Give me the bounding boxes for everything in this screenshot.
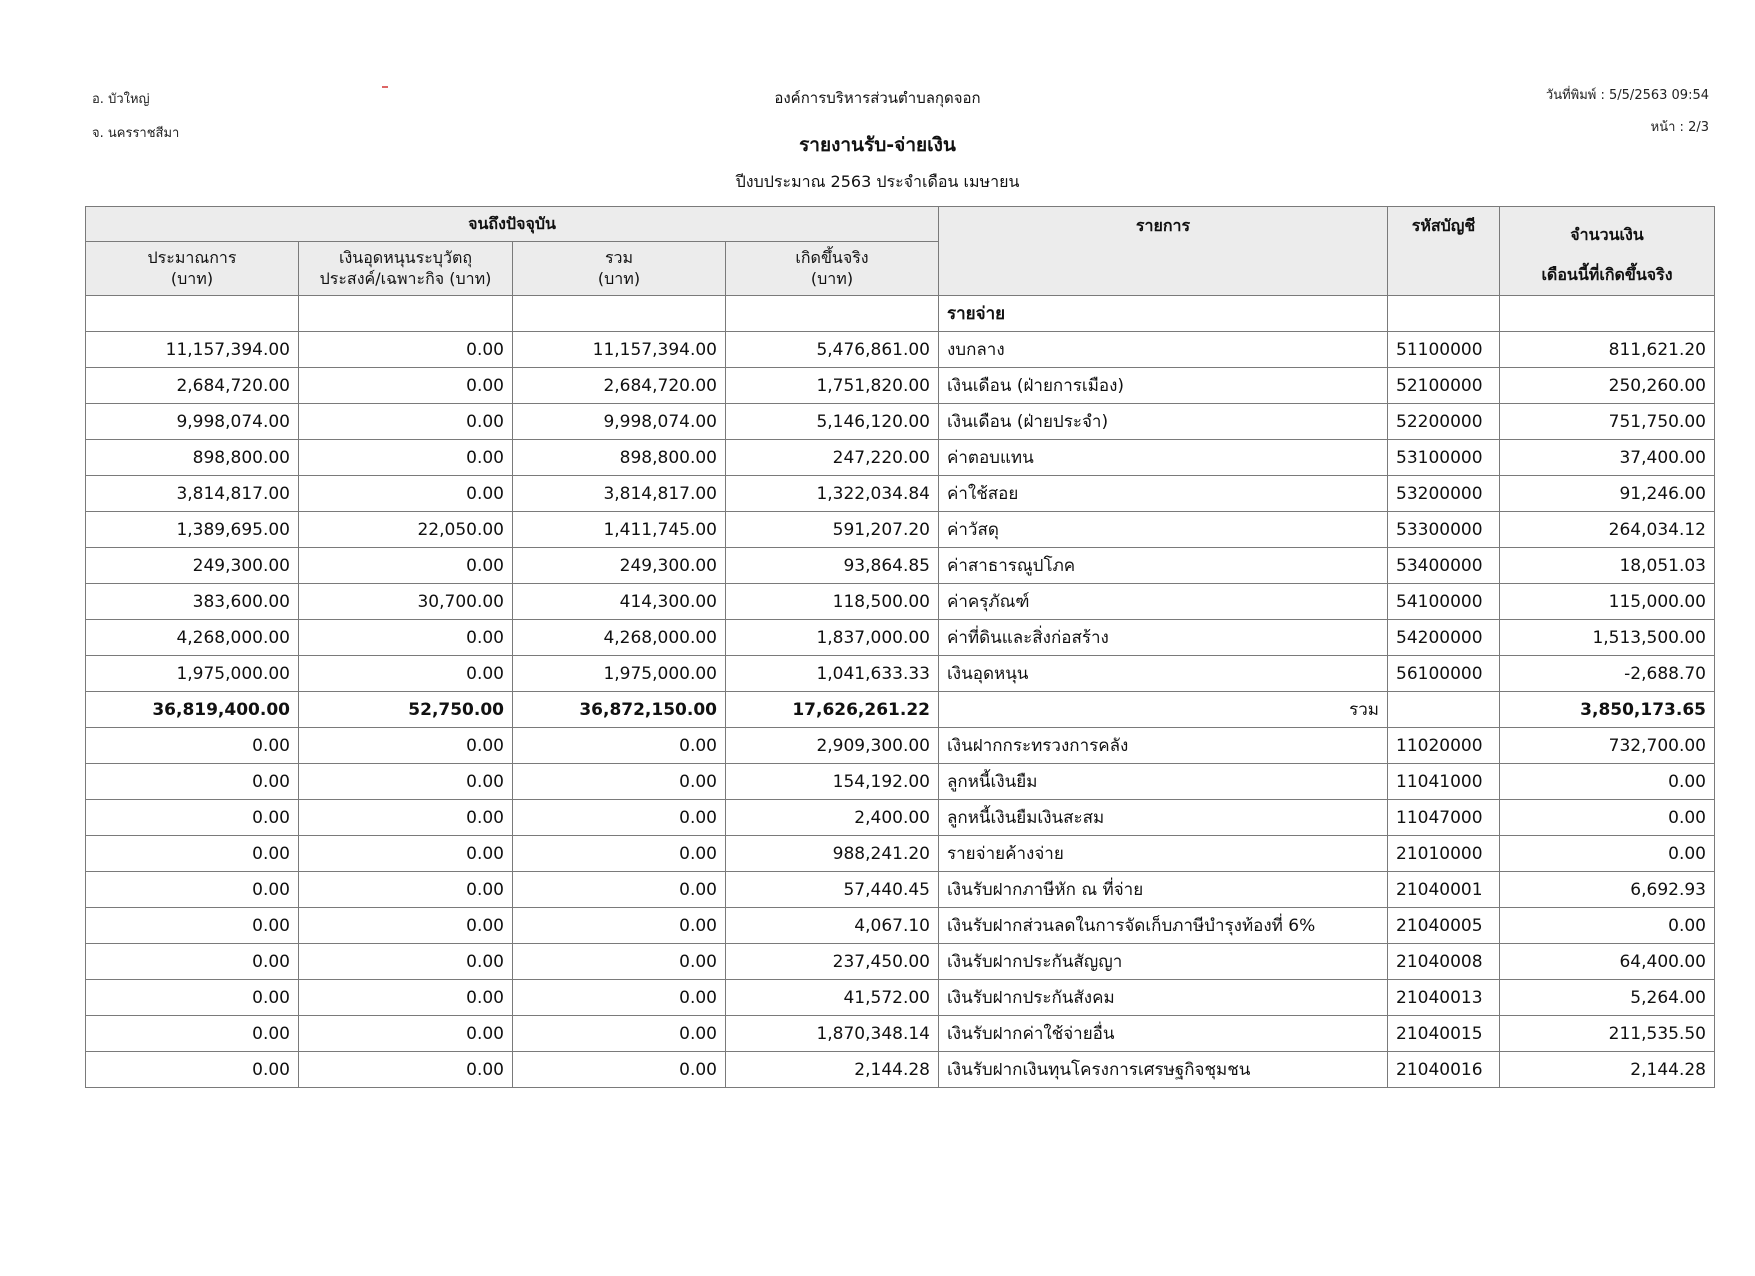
month-cell: 751,750.00 <box>1500 404 1715 440</box>
budget-cell: 0.00 <box>86 800 299 836</box>
total-code-empty <box>1388 692 1500 728</box>
print-date: วันที่พิมพ์ : 5/5/2563 09:54 <box>1545 88 1709 103</box>
code-cell: 51100000 <box>1388 332 1500 368</box>
item-cell: ค่าครุภัณฑ์ <box>939 584 1388 620</box>
month-cell: 0.00 <box>1500 764 1715 800</box>
item-cell: เงินเดือน (ฝ่ายการเมือง) <box>939 368 1388 404</box>
table-header <box>86 207 1715 296</box>
code-cell: 21010000 <box>1388 836 1500 872</box>
province-label: จ. นครราชสีมา <box>92 126 180 141</box>
table-row <box>86 908 1715 944</box>
actual-cell: 2,400.00 <box>726 800 939 836</box>
actual-cell: 118,500.00 <box>726 584 939 620</box>
report-subtitle: ปีงบประมาณ 2563 ประจำเดือน เมษายน <box>735 172 1020 191</box>
item-cell: เงินรับฝากประกันสังคม <box>939 980 1388 1016</box>
table-row <box>86 656 1715 692</box>
code-cell: 53100000 <box>1388 440 1500 476</box>
budget-cell: 3,814,817.00 <box>86 476 299 512</box>
total-row <box>86 692 1715 728</box>
code-cell: 54200000 <box>1388 620 1500 656</box>
table-row <box>86 404 1715 440</box>
actual-cell: 5,146,120.00 <box>726 404 939 440</box>
table-row <box>86 512 1715 548</box>
group-header: จนถึงปัจจุบัน <box>86 207 939 242</box>
sum-cell: 0.00 <box>513 1016 726 1052</box>
code-cell: 11041000 <box>1388 764 1500 800</box>
sum-cell: 898,800.00 <box>513 440 726 476</box>
subsidy-cell: 0.00 <box>299 368 513 404</box>
total-label: รวม <box>939 692 1388 728</box>
total-actual: 17,626,261.22 <box>726 692 939 728</box>
table-row <box>86 764 1715 800</box>
table-row <box>86 368 1715 404</box>
item-cell: เงินรับฝากเงินทุนโครงการเศรษฐกิจชุมชน <box>939 1052 1388 1088</box>
actual-cell: 1,322,034.84 <box>726 476 939 512</box>
subsidy-cell: 0.00 <box>299 872 513 908</box>
actual-cell: 2,144.28 <box>726 1052 939 1088</box>
actual-cell: 247,220.00 <box>726 440 939 476</box>
subsidy-cell: 0.00 <box>299 1016 513 1052</box>
actual-cell: 41,572.00 <box>726 980 939 1016</box>
code-cell: 11047000 <box>1388 800 1500 836</box>
month-cell: 37,400.00 <box>1500 440 1715 476</box>
month-cell: 115,000.00 <box>1500 584 1715 620</box>
total-month: 3,850,173.65 <box>1500 692 1715 728</box>
district-label: อ. บัวใหญ่ <box>92 92 150 107</box>
budget-cell: 0.00 <box>86 908 299 944</box>
code-header: รหัสบัญชี <box>1388 207 1500 296</box>
subsidy-cell: 0.00 <box>299 548 513 584</box>
subsidy-cell: 0.00 <box>299 944 513 980</box>
subsidy-cell: 22,050.00 <box>299 512 513 548</box>
month-cell: 0.00 <box>1500 908 1715 944</box>
actual-cell: 1,837,000.00 <box>726 620 939 656</box>
month-cell: 264,034.12 <box>1500 512 1715 548</box>
item-cell: ค่าตอบแทน <box>939 440 1388 476</box>
item-cell: เงินอุดหนุน <box>939 656 1388 692</box>
table-row <box>86 476 1715 512</box>
month-cell: 91,246.00 <box>1500 476 1715 512</box>
budget-cell: 0.00 <box>86 872 299 908</box>
table-row <box>86 440 1715 476</box>
sum-cell: 3,814,817.00 <box>513 476 726 512</box>
total-budget: 36,819,400.00 <box>86 692 299 728</box>
budget-cell: 0.00 <box>86 980 299 1016</box>
sum-cell: 2,684,720.00 <box>513 368 726 404</box>
sum-cell: 0.00 <box>513 944 726 980</box>
item-cell: งบกลาง <box>939 332 1388 368</box>
section-label: รายจ่าย <box>939 296 1388 332</box>
subsidy-cell: 0.00 <box>299 332 513 368</box>
budget-cell: 249,300.00 <box>86 548 299 584</box>
table-row <box>86 728 1715 764</box>
item-cell: ค่าที่ดินและสิ่งก่อสร้าง <box>939 620 1388 656</box>
code-cell: 21040001 <box>1388 872 1500 908</box>
month-cell: 0.00 <box>1500 836 1715 872</box>
sum-cell: 249,300.00 <box>513 548 726 584</box>
budget-cell: 2,684,720.00 <box>86 368 299 404</box>
code-cell: 11020000 <box>1388 728 1500 764</box>
budget-cell: 898,800.00 <box>86 440 299 476</box>
actual-cell: 1,870,348.14 <box>726 1016 939 1052</box>
budget-cell: 0.00 <box>86 728 299 764</box>
item-cell: ลูกหนี้เงินยืม <box>939 764 1388 800</box>
budget-cell: 0.00 <box>86 764 299 800</box>
item-cell: ค่าใช้สอย <box>939 476 1388 512</box>
budget-header: ประมาณการ (บาท) <box>86 241 299 295</box>
sum-cell: 1,975,000.00 <box>513 656 726 692</box>
subsidy-cell: 0.00 <box>299 800 513 836</box>
code-cell: 53300000 <box>1388 512 1500 548</box>
sum-cell: 0.00 <box>513 764 726 800</box>
table-body <box>86 296 1715 1088</box>
sum-cell: 0.00 <box>513 908 726 944</box>
item-cell: เงินรับฝากส่วนลดในการจัดเก็บภาษีบำรุงท้องที่ 6% <box>939 908 1388 944</box>
sum-cell: 0.00 <box>513 872 726 908</box>
budget-cell: 0.00 <box>86 1016 299 1052</box>
table-row <box>86 944 1715 980</box>
report-title: รายงานรับ-จ่ายเงิน <box>799 134 956 156</box>
organization-name: องค์การบริหารส่วนตำบลกุดจอก <box>774 89 981 107</box>
subsidy-cell: 0.00 <box>299 908 513 944</box>
code-cell: 21040008 <box>1388 944 1500 980</box>
month-cell: -2,688.70 <box>1500 656 1715 692</box>
sum-cell: 0.00 <box>513 980 726 1016</box>
sum-cell: 0.00 <box>513 1052 726 1088</box>
sum-cell: 0.00 <box>513 728 726 764</box>
budget-cell: 11,157,394.00 <box>86 332 299 368</box>
month-cell: 5,264.00 <box>1500 980 1715 1016</box>
item-cell: เงินฝากกระทรวงการคลัง <box>939 728 1388 764</box>
subsidy-cell: 0.00 <box>299 440 513 476</box>
item-header: รายการ <box>939 207 1388 296</box>
code-cell: 21040016 <box>1388 1052 1500 1088</box>
subsidy-cell: 0.00 <box>299 476 513 512</box>
month-cell: 6,692.93 <box>1500 872 1715 908</box>
total-subsidy: 52,750.00 <box>299 692 513 728</box>
subsidy-cell: 0.00 <box>299 728 513 764</box>
subsidy-cell: 0.00 <box>299 620 513 656</box>
month-cell: 250,260.00 <box>1500 368 1715 404</box>
table-row <box>86 548 1715 584</box>
actual-cell: 988,241.20 <box>726 836 939 872</box>
amount-header-sub: เดือนนี้ที่เกิดขึ้นจริง <box>1541 265 1673 284</box>
subsidy-header: เงินอุดหนุนระบุวัตถุ ประสงค์/เฉพาะกิจ (บาท) <box>299 241 513 295</box>
table-row <box>86 584 1715 620</box>
table-row <box>86 620 1715 656</box>
item-cell: เงินรับฝากค่าใช้จ่ายอื่น <box>939 1016 1388 1052</box>
budget-cell: 0.00 <box>86 836 299 872</box>
subsidy-cell: 30,700.00 <box>299 584 513 620</box>
page-number: หน้า : 2/3 <box>1650 120 1709 135</box>
actual-cell: 1,751,820.00 <box>726 368 939 404</box>
amount-header <box>1500 207 1715 296</box>
sum-cell: 4,268,000.00 <box>513 620 726 656</box>
code-cell: 52100000 <box>1388 368 1500 404</box>
subsidy-cell: 0.00 <box>299 404 513 440</box>
actual-cell: 93,864.85 <box>726 548 939 584</box>
subsidy-cell: 0.00 <box>299 1052 513 1088</box>
table-row <box>86 332 1715 368</box>
month-cell: 211,535.50 <box>1500 1016 1715 1052</box>
actual-cell: 2,909,300.00 <box>726 728 939 764</box>
actual-header: เกิดขึ้นจริง (บาท) <box>726 241 939 295</box>
code-cell: 52200000 <box>1388 404 1500 440</box>
subsidy-cell: 0.00 <box>299 836 513 872</box>
sum-cell: 414,300.00 <box>513 584 726 620</box>
sum-cell: 0.00 <box>513 836 726 872</box>
actual-cell: 1,041,633.33 <box>726 656 939 692</box>
item-cell: ค่าวัสดุ <box>939 512 1388 548</box>
total-sum: 36,872,150.00 <box>513 692 726 728</box>
month-cell: 2,144.28 <box>1500 1052 1715 1088</box>
subsidy-cell: 0.00 <box>299 656 513 692</box>
item-cell: ค่าสาธารณูปโภค <box>939 548 1388 584</box>
subsidy-cell: 0.00 <box>299 980 513 1016</box>
sum-cell: 9,998,074.00 <box>513 404 726 440</box>
report-table <box>85 206 1715 1088</box>
amount-header-title: จำนวนเงิน <box>1570 225 1644 244</box>
budget-cell: 9,998,074.00 <box>86 404 299 440</box>
month-cell: 1,513,500.00 <box>1500 620 1715 656</box>
month-cell: 64,400.00 <box>1500 944 1715 980</box>
code-cell: 53200000 <box>1388 476 1500 512</box>
code-cell: 21040013 <box>1388 980 1500 1016</box>
actual-cell: 57,440.45 <box>726 872 939 908</box>
table-row <box>86 1052 1715 1088</box>
code-cell: 54100000 <box>1388 584 1500 620</box>
budget-cell: 4,268,000.00 <box>86 620 299 656</box>
item-cell: ลูกหนี้เงินยืมเงินสะสม <box>939 800 1388 836</box>
pen-mark <box>382 86 388 88</box>
sum-cell: 11,157,394.00 <box>513 332 726 368</box>
code-cell: 21040005 <box>1388 908 1500 944</box>
month-cell: 18,051.03 <box>1500 548 1715 584</box>
month-cell: 0.00 <box>1500 800 1715 836</box>
subsidy-cell: 0.00 <box>299 764 513 800</box>
table-row <box>86 872 1715 908</box>
budget-cell: 1,975,000.00 <box>86 656 299 692</box>
actual-cell: 154,192.00 <box>726 764 939 800</box>
item-cell: รายจ่ายค้างจ่าย <box>939 836 1388 872</box>
budget-cell: 383,600.00 <box>86 584 299 620</box>
budget-cell: 0.00 <box>86 944 299 980</box>
table-row <box>86 1016 1715 1052</box>
code-cell: 56100000 <box>1388 656 1500 692</box>
sum-cell: 1,411,745.00 <box>513 512 726 548</box>
month-cell: 811,621.20 <box>1500 332 1715 368</box>
code-cell: 21040015 <box>1388 1016 1500 1052</box>
section-row <box>86 296 1715 332</box>
sum-cell: 0.00 <box>513 800 726 836</box>
actual-cell: 5,476,861.00 <box>726 332 939 368</box>
table-row <box>86 800 1715 836</box>
table-row <box>86 980 1715 1016</box>
actual-cell: 591,207.20 <box>726 512 939 548</box>
budget-cell: 0.00 <box>86 1052 299 1088</box>
actual-cell: 237,450.00 <box>726 944 939 980</box>
budget-cell: 1,389,695.00 <box>86 512 299 548</box>
actual-cell: 4,067.10 <box>726 908 939 944</box>
month-cell: 732,700.00 <box>1500 728 1715 764</box>
item-cell: เงินรับฝากภาษีหัก ณ ที่จ่าย <box>939 872 1388 908</box>
item-cell: เงินรับฝากประกันสัญญา <box>939 944 1388 980</box>
item-cell: เงินเดือน (ฝ่ายประจำ) <box>939 404 1388 440</box>
code-cell: 53400000 <box>1388 548 1500 584</box>
sum-header: รวม (บาท) <box>513 241 726 295</box>
table-row <box>86 836 1715 872</box>
